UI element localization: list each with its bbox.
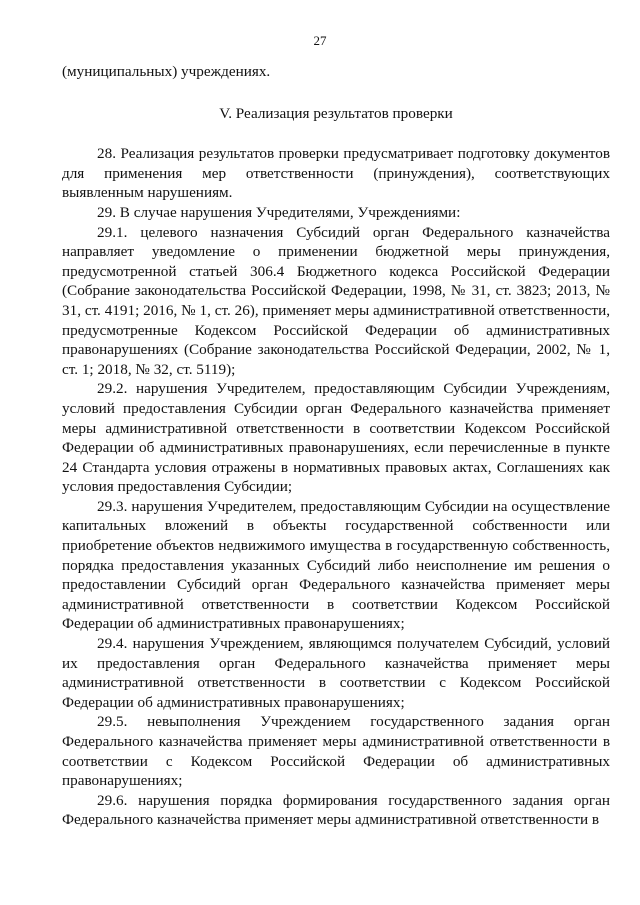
page-number: 27 [313, 33, 327, 48]
section-title: V. Реализация результатов проверки [219, 104, 453, 122]
document-body [62, 62, 610, 830]
paragraph-28: 28. Реализация результатов проверки предусматривает подготовку документов для применения мер ответственности (принуждения), соответствующих выявленным нарушениям. [62, 145, 610, 202]
paragraph-29-2: 29.2. нарушения Учредителем, предоставляющим Субсидии Учреждениям, условий предоставления Субсидии орган Федерального казначейства применяет меры административной ответственности в соответствии Кодексом Российской Федерации об административных правонарушениях, если перечисленные в пункте 24 Стандарта условия отражены в нормативных правовых актах, Соглашениях как условия предоставления Субсидии; [62, 380, 610, 496]
paragraph-29-1: 29.1. целевого назначения Субсидий орган Федерального казначейства направляет уведомление о применении бюджетной меры принуждения, предусмотренной статьей 306.4 Бюджетного кодекса Российской Федерации (Собрание законодательства Российской Федерации, 1998, № 31, ст. 3823; 2013, № 31, ст. 4191; 2016, № 1, ст. 26), применяет меры административной ответственности, предусмотренные Кодексом Российской Федерации об административных правонарушениях (Собрание законодательства Российской Федерации, 2002, № 1, ст. 1; 2018, № 32, ст. 5119); [62, 223, 610, 378]
paragraph-29: 29. В случае нарушения Учредителями, Учреждениями: [97, 203, 461, 221]
continuation-text: (муниципальных) учреждениях. [62, 63, 271, 80]
paragraph-29-4: 29.4. нарушения Учреждением, являющимся получателем Субсидий, условий их предоставления орган Федерального казначейства применяет меры административной ответственности в соответствии с Кодексом Российской Федерации об административных правонарушениях; [62, 635, 610, 711]
paragraph-29-5: 29.5. невыполнения Учреждением государственного задания орган Федерального казначейства применяет меры административной ответственности в соответствии с Кодексом Российской Федерации об административных правонарушениях; [62, 713, 610, 790]
paragraph-29-6: 29.6. нарушения порядка формирования государственного задания орган Федерального казначейства применяет меры административной ответственности в [62, 791, 610, 829]
paragraph-29-3: 29.3. нарушения Учредителем, предоставляющим Субсидии на осуществление капитальных вложений в объекты государственной собственности или приобретение объектов недвижимого имущества в государственную собственность, порядка предоставления указанных Субсидий либо неисполнение им решения о предоставлении Субсидий орган Федерального казначейства применяет меры административной ответственности в соответствии Кодексом Российской Федерации об административных правонарушениях; [62, 497, 610, 633]
